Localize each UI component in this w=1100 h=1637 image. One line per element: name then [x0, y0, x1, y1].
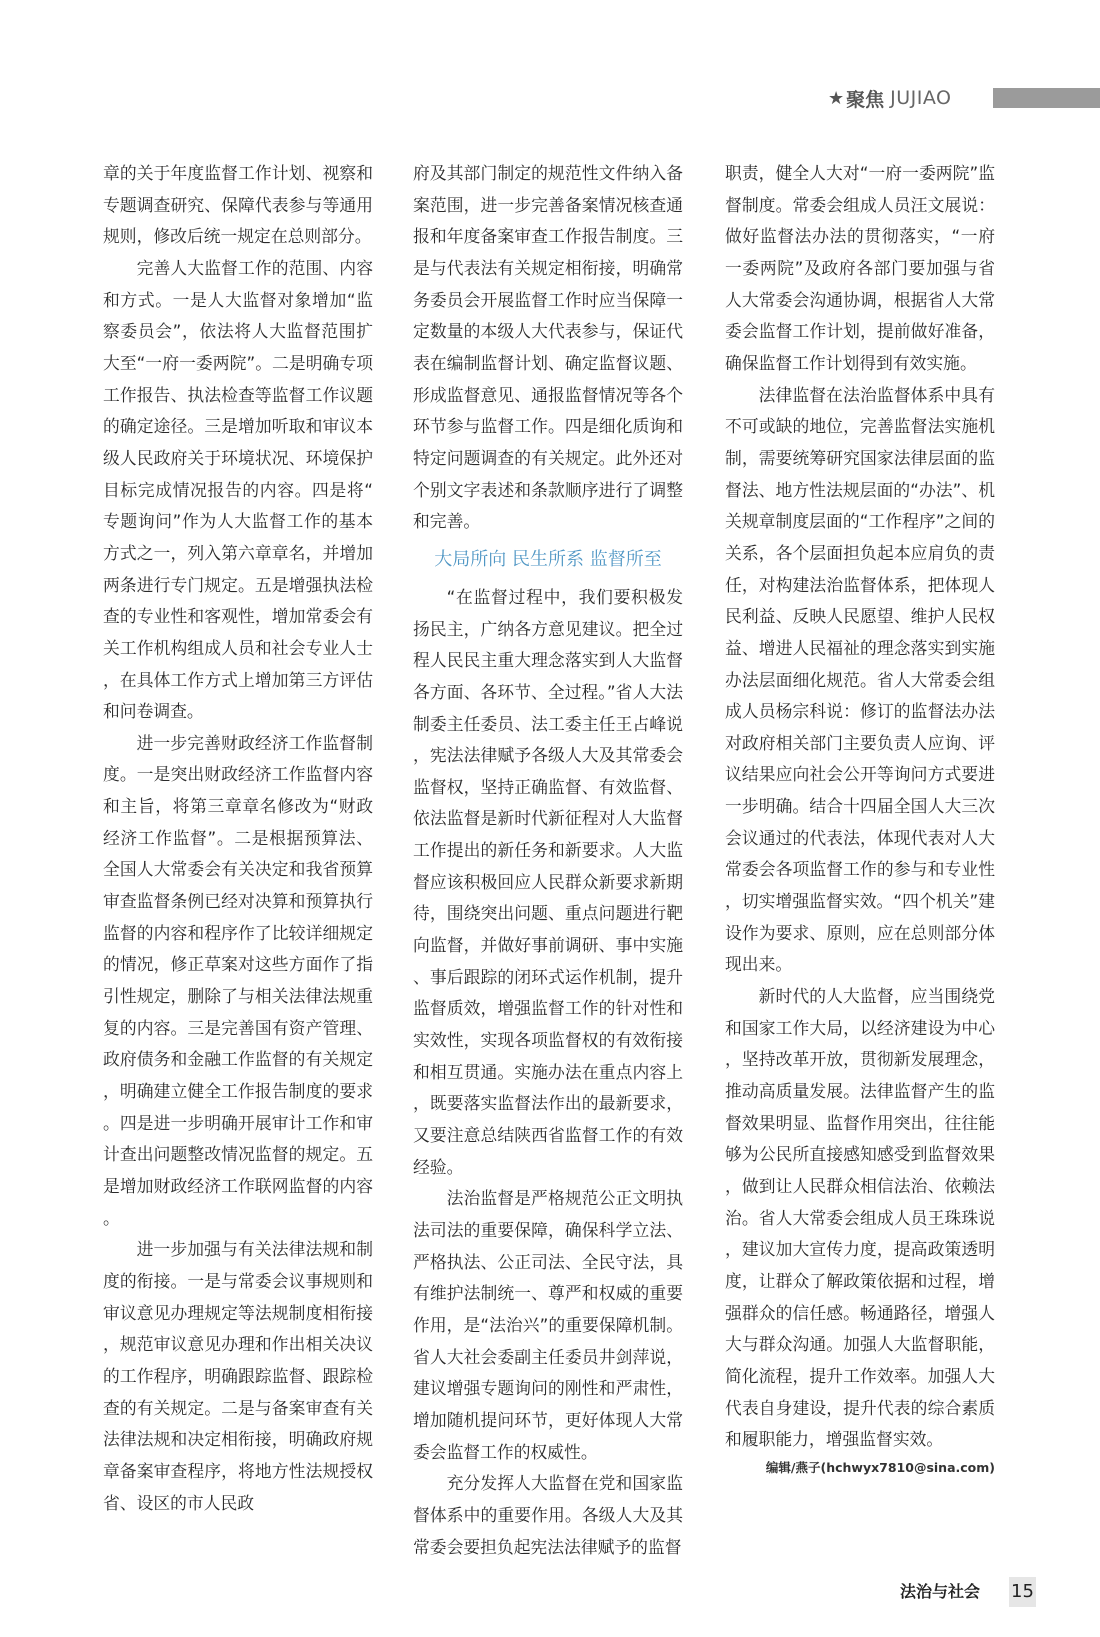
paragraph: 进一步完善财政经济工作监督制度。一是突出财政经济工作监督内容和主旨，将第三章章名修改为“财政经济工作监督”。二是根据预算法、全国人大常委会有关决定和我省预算审查监督条例已经对决算和预算执行监督的内容和程序作了比较详细规定的情况，修正草案对这些方面作了指引性规定，删除了与相关法律法规重复的内容。三是完善国有资产管理、政府债务和金融工作监督的有关规定，明确建立健全工作报告制度的要求。四是进一步明确开展审计工作和审计查出问题整改情况监督的规定。五是增加财政经济工作联网监督的内容。 [103, 732, 373, 1228]
paragraph: 法治监督是严格规范公正文明执法司法的重要保障，确保科学立法、严格执法、公正司法、全民守法，具有维护法制统一、尊严和权威的重要作用，是“法治兴”的重要保障机制。省人大社会委副主任委员井剑萍说，建议增强专题询问的刚性和严肃性，增加随机提问环节，更好体现人大常委会监督工作的权威性。 [413, 1188, 683, 1462]
section-title-en: JUJIAO [890, 87, 952, 109]
publication-name: 法治与社会 [900, 1582, 981, 1601]
section-subheading: 大局所向 民生所系 监督所至 [434, 548, 662, 570]
paragraph: 章的关于年度监督工作计划、视察和专题调查研究、保障代表参与等通用规则，修改后统一规定在总则部分。 [103, 163, 373, 247]
header-bar [993, 88, 1100, 108]
paragraph: 法律监督在法治监督体系中具有不可或缺的地位，完善监督法实施机制，需要统筹研究国家法律层面的监督法、地方性法规层面的“办法”、机关规章制度层面的“工作程序”之间的关系，各个层面担负起本应肩负的责任，对构建法治监督体系，把体现人民利益、反映人民愿望、维护人民权益、增进人民福祉的理念落实到实施办法层面细化规范。省人大常委会组成人员杨宗科说：修订的监督法办法对政府相关部门主要负责人应询、评议结果应向社会公开等询问方式要进一步明确。结合十四届全国人大三次会议通过的代表法，体现代表对人大常委会各项监督工作的参与和专业性，切实增强监督实效。“四个机关”建设作为要求、原则，应在总则部分体现出来。 [725, 384, 995, 975]
paragraph: “在监督过程中，我们要积极发扬民主，广纳各方意见建议。把全过程人民民主重大理念落实到人大监督各方面、各环节、全过程。”省人大法制委主任委员、法工委主任王占峰说，宪法法律赋予各级人大及其常委会监督权，坚持正确监督、有效监督、依法监督是新时代新征程对人大监督工作提出的新任务和新要求。人大监督应该积极回应人民群众新要求新期待，围绕突出问题、重点问题进行靶向监督，并做好事前调研、事中实施、事后跟踪的闭环式运作机制，提升监督质效，增强监督工作的针对性和实效性，实现各项监督权的有效衔接和相互贯通。实施办法在重点内容上，既要落实监督法作出的最新要求，又要注意总结陕西省监督工作的有效经验。 [413, 586, 683, 1177]
paragraph: 完善人大监督工作的范围、内容和方式。一是人大监督对象增加“监察委员会”，依法将人大监督范围扩大至“一府一委两院”。二是明确专项工作报告、执法检查等监督工作议题的确定途径。三是增加听取和审议本级人民政府关于环境状况、环境保护目标完成情况报告的内容。四是将“专题询问”作为人大监督工作的基本方式之一，列入第六章章名，并增加两条进行专门规定。五是增强执法检查的专业性和客观性，增加常委会有关工作机构组成人员和社会专业人士，在具体工作方式上增加第三方评估和问卷调查。 [103, 257, 373, 722]
paragraph: 府及其部门制定的规范性文件纳入备案范围，进一步完善备案情况核查通报和年度备案审查工作报告制度。三是与代表法有关规定相衔接，明确常务委员会开展监督工作时应当保障一定数量的本级人大代表参与，保证代表在编制监督计划、确定监督议题、形成监督意见、通报监督情况等各个环节参与监督工作。四是细化质询和特定问题调查的有关规定。此外还对个别文字表述和条款顺序进行了调整和完善。 [413, 163, 683, 532]
column-3 [725, 158, 995, 1480]
star-icon: ★ [828, 87, 845, 109]
paragraph: 进一步加强与有关法律法规和制度的衔接。一是与常委会议事规则和审议意见办理规定等法规制度相衔接，规范审议意见办理和作出相关决议的工作程序，明确跟踪监督、跟踪检查的有关规定。二是与备案审查有关法律法规和决定相衔接，明确政府规章备案审查程序，将地方性法规授权省、设区的市人民政 [103, 1239, 373, 1513]
paragraph: 职责，健全人大对“一府一委两院”监督制度。常委会组成人员汪文展说：做好监督法办法的贯彻落实，“一府一委两院”及政府各部门要加强与省人大常委会沟通协调，根据省人大常委会监督工作计划，提前做好准备，确保监督工作计划得到有效实施。 [725, 163, 995, 373]
column-1 [103, 158, 373, 1519]
paragraph: 新时代的人大监督，应当围绕党和国家工作大局，以经济建设为中心，坚持改革开放，贯彻新发展理念，推动高质量发展。法律监督产生的监督效果明显、监督作用突出，往往能够为公民所直接感知感受到监督效果，做到让人民群众相信法治、依赖法治。省人大常委会组成人员王珠珠说，建议加大宣传力度，提高政策透明度，让群众了解政策依据和过程，增强群众的信任感。畅通路径，增强人大与群众沟通。加强人大监督职能，简化流程，提升工作效率。加强人大代表自身建设，提升代表的综合素质和履职能力，增强监督实效。 [725, 986, 995, 1450]
section-header [828, 84, 952, 112]
section-title-cn: 聚焦 [846, 88, 885, 111]
paragraph: 充分发挥人大监督在党和国家监督体系中的重要作用。各级人大及其常委会要担负起宪法法律赋予的监督 [413, 1473, 683, 1557]
column-2 [413, 158, 683, 1563]
editor-credit: 编辑/燕子(hchwyx7810@sina.com) [765, 1459, 995, 1475]
page-number: 15 [1009, 1577, 1036, 1607]
